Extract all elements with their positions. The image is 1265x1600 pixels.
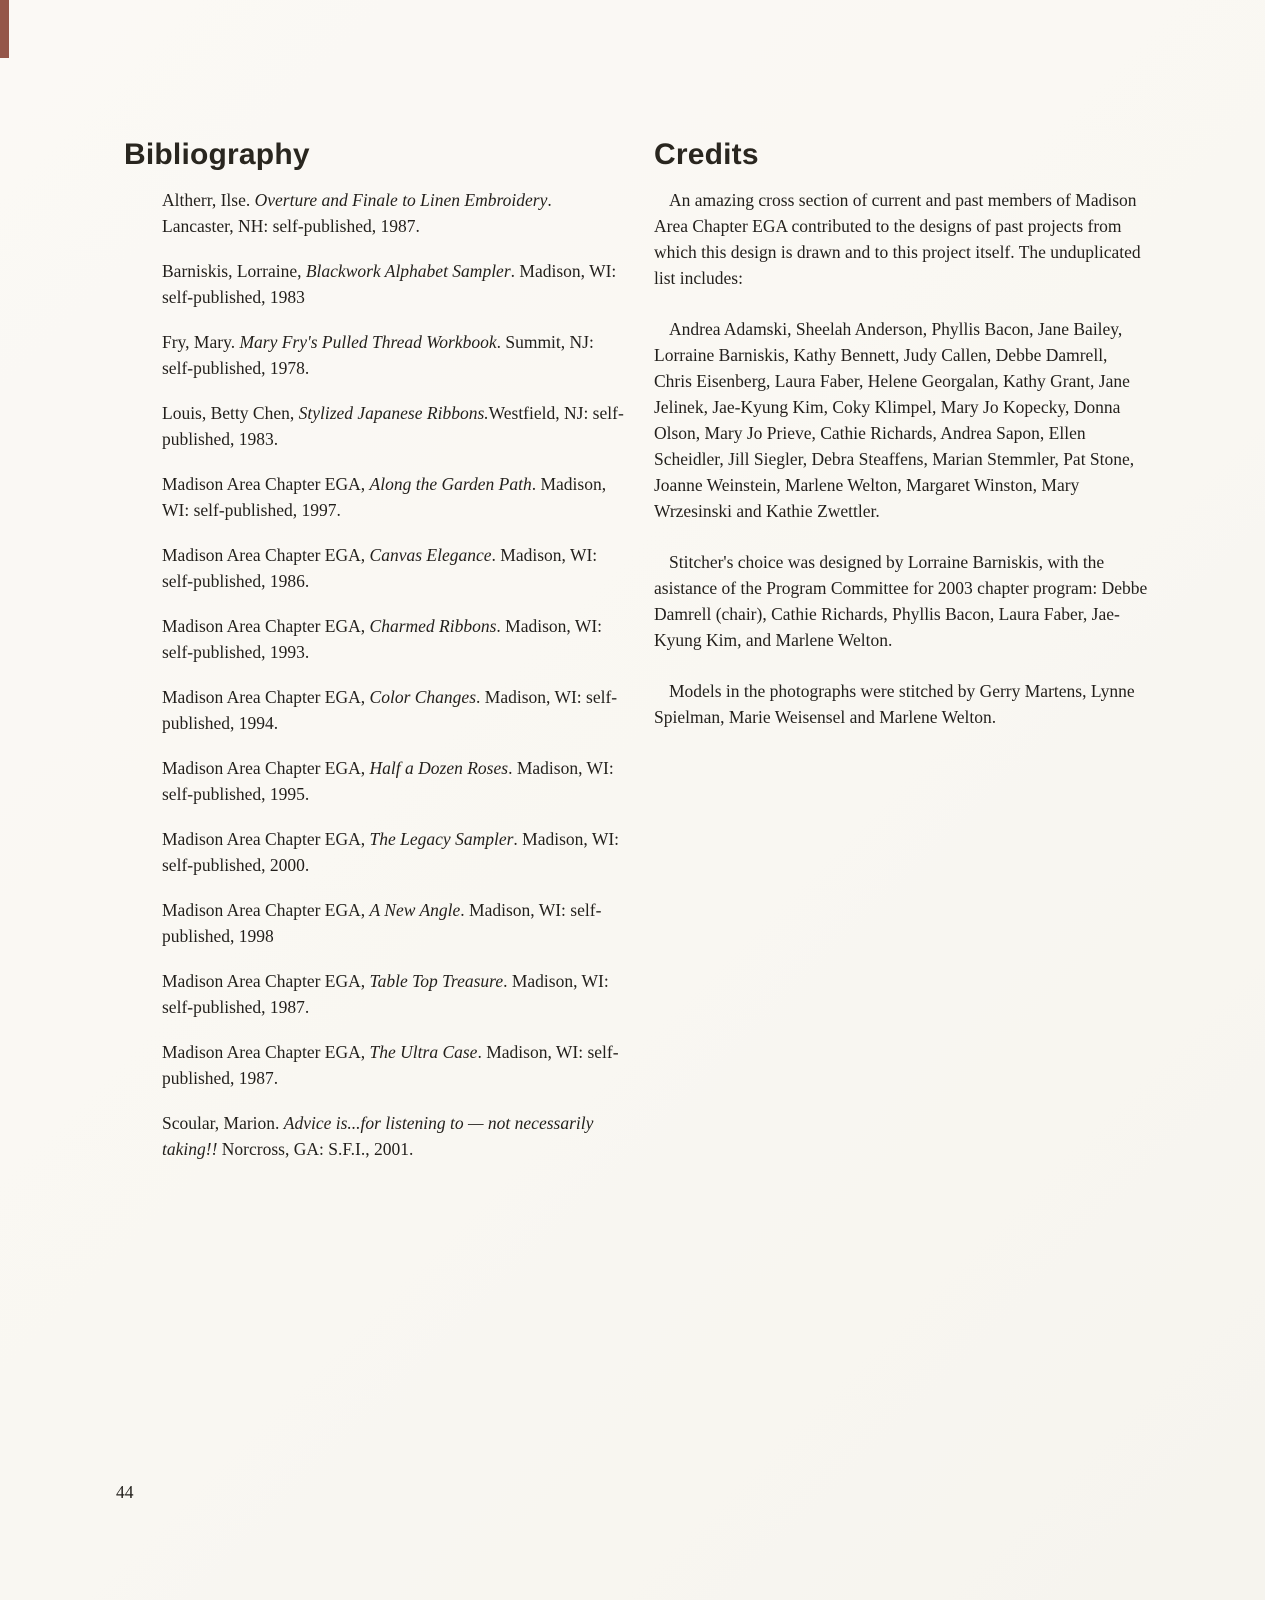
bibliography-entry-text: . Madison, WI: self-published, 1983 — [162, 261, 617, 307]
bibliography-entry-text: . Madison, WI: self-published, 1997. — [162, 474, 607, 520]
bibliography-entry-text: Madison Area Chapter EGA, — [162, 900, 370, 920]
scan-edge-artifact — [0, 0, 9, 58]
bibliography-entry-text: Louis, Betty Chen, — [162, 403, 299, 423]
bibliography-entry-text: . Summit, NJ: self-published, 1978. — [162, 332, 594, 378]
bibliography-entry — [162, 258, 624, 310]
bibliography-entry — [162, 755, 624, 807]
bibliography-entry-title: Along the Garden Path — [369, 474, 532, 494]
bibliography-entry-title: Stylized Japanese Ribbons. — [298, 403, 489, 423]
bibliography-entry-text: . Madison, WI: self-published, 1987. — [162, 1042, 619, 1088]
credits-section — [654, 138, 1148, 755]
bibliography-entry-text: . Madison, WI: self-published, 1994. — [162, 687, 618, 733]
bibliography-entry-text: Madison Area Chapter EGA, — [162, 971, 370, 991]
bibliography-entry-title: The Legacy Sampler — [369, 829, 514, 849]
bibliography-entry-text: Barniskis, Lorraine, — [162, 261, 306, 281]
bibliography-entry — [162, 400, 624, 452]
credits-paragraph: Stitcher's choice was designed by Lorraine Barniskis, with the asistance of the Program Committee for 2003 chapter program: Debbe Damrell (chair), Cathie Richards, Phyllis Bacon, Laura Faber, Jae-Kyung Kim, and Marlene Welton. — [654, 552, 1148, 650]
credits-paragraph: Andrea Adamski, Sheelah Anderson, Phyllis Bacon, Jane Bailey, Lorraine Barniskis, Kathy Bennett, Judy Callen, Debbe Damrell, Chris Eisenberg, Laura Faber, Helene Georgalan, Kathy Grant, Jane Jelinek, Jae-Kyung Kim, Coky Klimpel, Mary Jo Kopecky, Donna Olson, Mary Jo Prieve, Cathie Richards, Andrea Sapon, Ellen Scheidler, Jill Siegler, Debra Steaffens, Marian Stemmler, Pat Stone, Joanne Weinstein, Marlene Welton, Margaret Winston, Mary Wrzesinski and Kathie Zwettler. — [654, 319, 1135, 521]
bibliography-entry-text: Madison Area Chapter EGA, — [162, 474, 370, 494]
bibliography-entry-title: The Ultra Case — [369, 1042, 478, 1062]
bibliography-entry-title: Advice is...for listening to — not necessarily taking!! — [162, 1113, 594, 1159]
bibliography-entry-text: . Madison, WI: self-published, 1998 — [162, 900, 602, 946]
bibliography-entry-title: Table Top Treasure — [369, 971, 504, 991]
page-number: 44 — [116, 1482, 134, 1502]
bibliography-entry — [162, 1110, 624, 1162]
bibliography-entry-title: Mary Fry's Pulled Thread Workbook — [239, 332, 497, 352]
bibliography-entry-text: Altherr, Ilse. — [162, 190, 255, 210]
bibliography-entry — [162, 968, 624, 1020]
bibliography-entry-text: . Madison, WI: self-published, 1993. — [162, 616, 603, 662]
bibliography-entry-text: Norcross, GA: S.F.I., 2001. — [217, 1139, 414, 1159]
credits-paragraphs — [654, 187, 1148, 730]
bibliography-entry-text: . Lancaster, NH: self-published, 1987. — [162, 190, 552, 236]
bibliography-entry-title: A New Angle — [369, 900, 461, 920]
bibliography-entry — [162, 187, 624, 239]
bibliography-heading: Bibliography — [124, 138, 310, 171]
bibliography-entry — [162, 684, 624, 736]
bibliography-entry-title: Half a Dozen Roses — [369, 758, 509, 778]
bibliography-entry-text: Madison Area Chapter EGA, — [162, 545, 370, 565]
bibliography-entry-text: Fry, Mary. — [162, 332, 240, 352]
bibliography-entry-text: . Madison, WI: self-published, 2000. — [162, 829, 620, 875]
bibliography-entry-text: Madison Area Chapter EGA, — [162, 758, 370, 778]
bibliography-entry-text: Madison Area Chapter EGA, — [162, 1042, 370, 1062]
bibliography-entry-title: Blackwork Alphabet Sampler — [305, 261, 511, 281]
bibliography-section — [124, 138, 624, 1181]
bibliography-entry-text: . Madison, WI: self-published, 1986. — [162, 545, 598, 591]
bibliography-entry-text: Madison Area Chapter EGA, — [162, 687, 370, 707]
bibliography-entry-title: Canvas Elegance — [369, 545, 492, 565]
bibliography-entry-text: . Madison, WI: self-published, 1995. — [162, 758, 614, 804]
bibliography-entry-text: Madison Area Chapter EGA, — [162, 829, 370, 849]
credits-heading: Credits — [654, 138, 759, 171]
bibliography-entry — [162, 897, 624, 949]
bibliography-entry-title: Color Changes — [369, 687, 477, 707]
bibliography-entry-text: . Madison, WI: self-published, 1987. — [162, 971, 609, 1017]
bibliography-entry — [162, 613, 624, 665]
bibliography-entry-title: Charmed Ribbons — [369, 616, 497, 636]
bibliography-entry-text: Madison Area Chapter EGA, — [162, 616, 370, 636]
bibliography-entry — [162, 1039, 624, 1091]
bibliography-entry — [162, 542, 624, 594]
bibliography-entry-text: Westfield, NJ: self-published, 1983. — [162, 403, 624, 449]
bibliography-list — [162, 187, 624, 1162]
credits-paragraph: Models in the photographs were stitched by Gerry Martens, Lynne Spielman, Marie Weisensel and Marlene Welton. — [654, 681, 1135, 727]
bibliography-entry-title: Overture and Finale to Linen Embroidery — [254, 190, 548, 210]
bibliography-entry — [162, 471, 624, 523]
bibliography-entry — [162, 329, 624, 381]
bibliography-entry — [162, 826, 624, 878]
credits-paragraph: An amazing cross section of current and past members of Madison Area Chapter EGA contributed to the designs of past projects from which this design is drawn and to this project itself. The unduplicated list includes: — [654, 190, 1141, 288]
bibliography-entry-text: Scoular, Marion. — [162, 1113, 284, 1133]
